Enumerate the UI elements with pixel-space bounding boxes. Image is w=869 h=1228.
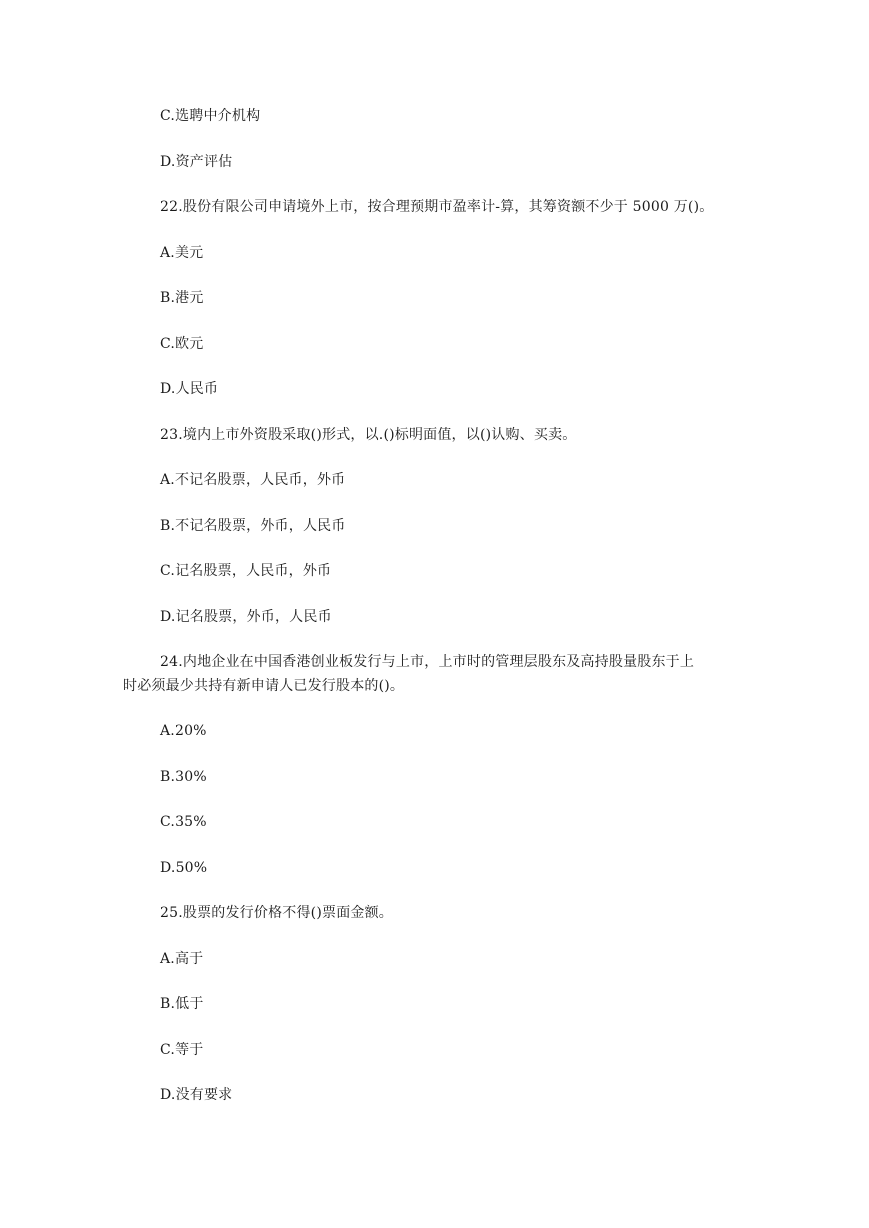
question-24-continuation: 时必须最少共持有新申请人已发行股本的()。 bbox=[123, 678, 405, 694]
option-22a: A.美元 bbox=[160, 245, 204, 261]
option-24d: D.50% bbox=[160, 860, 208, 876]
option-22b: B.港元 bbox=[160, 290, 204, 306]
option-23b: B.不记名股票，外币，人民币 bbox=[160, 518, 346, 534]
question-24: 24.内地企业在中国香港创业板发行与上市，上市时的管理层股东及高持股量股东于上 bbox=[160, 654, 695, 670]
option-24a: A.20% bbox=[160, 723, 207, 739]
option-25d: D.没有要求 bbox=[160, 1087, 233, 1103]
option-23d: D.记名股票，外币，人民币 bbox=[160, 609, 332, 625]
option-22d: D.人民币 bbox=[160, 381, 219, 397]
option-25b: B.低于 bbox=[160, 996, 204, 1012]
question-25: 25.股票的发行价格不得()票面金额。 bbox=[160, 905, 393, 921]
option-21c: C.选聘中介机构 bbox=[160, 108, 261, 124]
option-24c: C.35% bbox=[160, 814, 207, 830]
question-22: 22.股份有限公司申请境外上市，按合理预期市盈率计-算，其筹资额不少于 5000 万()。 bbox=[160, 199, 714, 215]
option-24b: B.30% bbox=[160, 769, 207, 785]
option-22c: C.欧元 bbox=[160, 336, 204, 352]
question-23: 23.境内上市外资股采取()形式，以.()标明面值，以()认购、买卖。 bbox=[160, 427, 577, 443]
option-23a: A.不记名股票，人民币，外币 bbox=[160, 472, 346, 488]
option-23c: C.记名股票，人民币，外币 bbox=[160, 563, 332, 579]
option-25c: C.等于 bbox=[160, 1042, 204, 1058]
option-21d: D.资产评估 bbox=[160, 154, 233, 170]
option-25a: A.高于 bbox=[160, 951, 204, 967]
